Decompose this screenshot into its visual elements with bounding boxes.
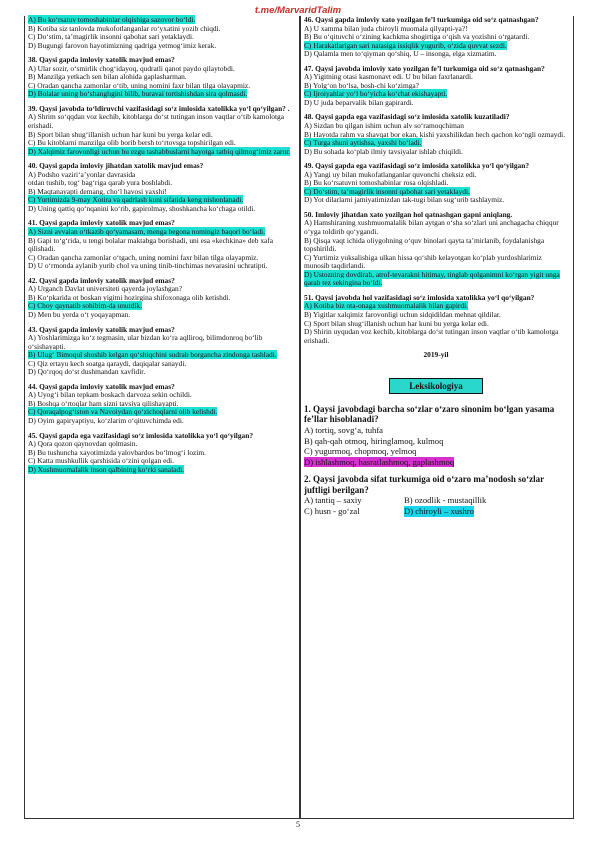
answer-option[interactable]: [304, 196, 568, 205]
answer-text: B) Qisqa vaqt ichida oliygohning o‘quv binolari qayta ta’mirlanib, foydalanishga topshirildi.: [304, 235, 545, 254]
highlighted-answer-text: C) Qoraqalpog‘iston va Navoiydan qo‘zichoqlarni olib kelishdi.: [28, 407, 218, 417]
answer-text: C) Oradan qancha zamonlar o‘tib, uning nomini faxr bilan tilga olayapmiz.: [28, 80, 251, 90]
answer-option[interactable]: [28, 466, 296, 475]
lex-question-2: [304, 474, 568, 517]
answer-text: D) Qalamla men to‘qiyman qo‘shiq, U – insonga, elga xizmatim.: [304, 49, 497, 59]
question-title: 41. Qaysi gapda imloviy xatolik mavjud emas?: [28, 218, 175, 228]
answer-text: A) Ular sozir, o‘smirlik chog‘idayoq, qudratli qanot paydo qilaytobdi.: [28, 63, 235, 73]
question-title: 44. Qaysi gapda imloviy xatolik mavjud emas?: [28, 381, 175, 391]
question-block: [304, 211, 568, 288]
answer-text: A) Shrim so‘qqdan voz kechib, kitoblarga do‘st tutingan inson vaqtlar o‘tib kamolotga erishadi.: [28, 112, 285, 131]
answer-option[interactable]: [28, 417, 296, 426]
option-a[interactable]: A) tantiq – saxiy: [304, 495, 362, 506]
right-questions: [304, 16, 568, 345]
highlighted-answer-text: C) Yurtimizda 9-may Xotira va qadrlash kuni sifatida keng nishonlanadi.: [28, 195, 244, 205]
answer-text: A) Sizdan bu qilgan ishim uchun alv so‘ramoqchiman: [304, 121, 464, 131]
answer-text: B) Hayotda rahm va shavqat bor ekan, kishi yaxshilikdan hech qachon ko‘ngli ozmaydi.: [304, 129, 566, 139]
question-title: 51. Qaysi javobda hol vazifasidagi so‘z imlosida xatolikka yo‘l qo‘yilgan?: [304, 292, 535, 302]
answer-text: D) Oyim gapiryaptiyu, ko‘zlarim o‘qituvchimda edi.: [28, 415, 184, 425]
question-block: [304, 65, 568, 108]
answer-text: C) Katta mushkullik qarshisida o‘zini qolgan edi.: [28, 456, 174, 466]
question-block: [28, 56, 296, 99]
answer-text: A) U xamma bilan juda chiroyli muomala qilyapti-ya?!: [304, 23, 468, 33]
highlighted-answer-text: C) Choy qaynatib sohibim-da unutdik.: [28, 301, 142, 311]
highlighted-answer-text: C) Do‘stim, ta’magirlik insonni qabohat sari yetaklaydi.: [304, 186, 470, 196]
answer-text: C) Yurtimiz yuksalishiga ulkan hissa qo‘shib kelayotgan ko‘plab yurdoshlarimiz munosib taqdirlandi.: [304, 252, 542, 271]
answer-text: A) Yangi uy bilan mukofatlanganlar quvonchi cheksiz edi.: [304, 169, 477, 179]
answer-text: A) Uyog‘i bilan tepkam boskach darvoza sekin ochildi.: [28, 390, 192, 400]
highlighted-answer-text: C) Harakatlarigan sari natasiga issiqlik yugurib, o‘zida quvvat sezdi.: [304, 40, 507, 50]
answer-text: B) Maqtanayapti demang, cho‘l havosi yaxshi!: [28, 186, 167, 196]
answer-text: B) Yolg‘on bo‘lsa, bosh-chi ko‘zimga?: [304, 80, 419, 90]
answer-option[interactable]: [28, 334, 296, 351]
answer-option[interactable]: [28, 113, 296, 130]
answer-text: C) yugurmoq, chopmoq, yelmoq: [304, 446, 417, 457]
question-block: [28, 219, 296, 270]
question-title: 49. Qaysi gapda ega vazifasidagi so‘z imlosida xatolikka yo‘l qo‘yilgan?: [304, 161, 530, 171]
answer-text: B) Yigitlar xalqimiz farovonligi uchun sidqidildan mehnat qildilar.: [304, 309, 501, 319]
question-block: [28, 162, 296, 213]
question-title: 48. Qaysi gapda ega vazifasidagi so‘z imlosida xatolik kuzatiladi?: [304, 112, 510, 122]
answer-text: A) tortiq, sovg‘a, tuhfa: [304, 424, 383, 435]
answer-option[interactable]: [28, 368, 296, 377]
answer-text: D) U o‘rmonda aylanib yurib chol va uning tinib-tinchimas nevarasini uchratipti.: [28, 261, 268, 271]
answer-option[interactable]: [304, 237, 568, 254]
highlighted-answer-text: C) Turga shuni aytishsa, yaxshi bo‘ladi.: [304, 138, 422, 148]
answer-text: B) Kotiba siz tanlovda mukofotlanganlar ro‘yxatini yozib chiqdi.: [28, 23, 221, 33]
question-block: [304, 294, 568, 345]
question-block: [304, 162, 568, 205]
question-title: 50. Imloviy jihatdan xato yozilgan hol qatnashgan gapni aniqlang.: [304, 209, 513, 219]
question-title: 47. Qaysi javobda imloviy xato yozilgan fe’l turkumiga oid so‘z qatnashgan?: [304, 63, 545, 73]
answer-text: A) Hamshiraning xushmuomalalik bilan aytgan o‘sha so‘zlari uni anchagacha chiqqur o‘yga toldirib qo‘ygandi.: [304, 218, 559, 237]
channel-header[interactable]: t.me/MarvaridTalim: [254, 5, 342, 16]
answer-option[interactable]: [304, 99, 568, 108]
answer-text: B) Bu tushuncha xayotimizda yalovbardos bo‘lmog‘i lozim.: [28, 447, 206, 457]
question-title: 38. Qaysi gapda imloviy xatolik mavjud emas?: [28, 55, 175, 65]
answer-text: C) Sport bilan shug‘illanish uchun har kuni bu yerga kelar edi.: [304, 318, 489, 328]
answer-text: A) Qora qozon qaynovdan qolmasin.: [28, 439, 138, 449]
option-row: [304, 495, 568, 506]
option-row: [304, 506, 568, 517]
answer-text: A) Yoshlarimizga ko‘z tegmasin, ular bizdan ko‘ra aqlliroq, bilimdonroq bo‘lib o‘sishayapti.: [28, 333, 263, 351]
answer-text: B) Gapi to‘g‘rida, u tengi bolalar maktabga borishadi, uni esa «kechkina» deb xafa qilishadi.: [28, 235, 274, 254]
question-title: 2. Qaysi javobda sifat turkumiga oid o‘zaro ma’nodosh so‘zlar juftligi berilgan?: [304, 474, 544, 495]
question-block: [304, 113, 568, 156]
highlighted-answer-text: A) Sizni avvalan o‘tkazib qo‘yamasam, menga begona nomingiz baqori bo‘ladi.: [28, 227, 266, 237]
section-title: Leksikologiya: [389, 378, 483, 394]
answer-text: B) Manzilga yetkach sen bilan alohida gaplasharman.: [28, 72, 187, 82]
highlighted-answer-text: D) ishlashmoq, hasratlashmoq, gaplashmoq: [304, 457, 455, 468]
question-title: 43. Qaysi gapda imloviy xatolik mavjud emas?: [28, 324, 175, 334]
highlighted-answer-text: D) Xalqimiz farovonligi uchun bu ezgu tashabbuslarni hayotga tatbiq qilmog‘imiz zarur.: [28, 146, 291, 156]
answer-option[interactable]: [28, 90, 296, 99]
question-title: 40. Qaysi gapda imloviy jihatdan xatolik mavjud emas?: [28, 161, 204, 171]
answer-text: C) Oradan qancha zamonlar o‘tgach, uning nomini faxr bilan tilga olayapmiz.: [28, 252, 259, 262]
option-c[interactable]: C) husn - go‘zal: [304, 506, 360, 517]
question-block: [28, 105, 296, 156]
highlighted-answer-text: A) Kotiba biz ota-onaga xushmuomalalik bilan gapirdi.: [304, 301, 468, 311]
answer-text: C) Bu kitoblarni manzilga olib borib bersh to‘rtovsga topshirilgan edi.: [28, 138, 236, 148]
highlighted-answer-text: D) Ustozning dovdirab, atrof-tevarakni hitimay, tinglab qolganimni ko‘rgan yigit unga qarab tez sekingina bo‘ldi.: [304, 269, 560, 288]
answer-text: B) Sport bilan shug‘illanish uchun har kuni bu yerga kelar edi.: [28, 129, 213, 139]
answer-text: B) Ko‘pkarida ot boskan yigitni hozirgina shifoxonaga olib ketishdi.: [28, 292, 231, 302]
option-b[interactable]: B) ozodlik - mustaqillik: [404, 495, 487, 506]
question-block: [304, 16, 568, 59]
answer-text: D) U juda beparvalik bilan gapirardi.: [304, 97, 414, 107]
answer-text: A) Yigitning otasi kasmonavt edi. U bu bilan faxrlanardi.: [304, 72, 473, 82]
question-block: [28, 383, 296, 426]
answer-text: C) Qiz ertayu kech soatga qaraydi, daqiqalar sanaydi.: [28, 358, 187, 368]
answer-option[interactable]: [304, 254, 568, 271]
answer-option[interactable]: [28, 205, 296, 214]
answer-option[interactable]: [304, 425, 568, 436]
option-list: [304, 425, 568, 468]
question-title: 39. Qaysi javobda to‘ldiruvchi vazifasidagi so‘z imlosida xatolikka yo‘l qo‘yilgan? .: [28, 103, 290, 113]
answer-text: C) Do‘stim, ta’magirlik insonni qabohat sari yetaklaydi.: [28, 32, 194, 42]
answer-text: B) qah-qah otmoq, hiringlamoq, kulmoq: [304, 435, 444, 446]
answer-option[interactable]: [304, 436, 568, 447]
highlighted-answer-text: A) Bu ko‘rsatuv tomoshabinlar olqishiga sazovor bo‘ldi.: [28, 15, 196, 24]
answer-option[interactable]: [304, 328, 568, 345]
answer-text: D) Uning qattiq qo‘nqanini ko‘rib, gapirolmay, shoshkancha ko‘chaga otildi.: [28, 203, 256, 213]
highlighted-answer-text: B) Ulug‘ Bimoqul shoshib kelgan qo‘shiqchini sudrab borgancha zindonga tashladi.: [28, 350, 277, 360]
question-title: 42. Qaysi gapda imloviy xatolik mavjud emas?: [28, 275, 175, 285]
answer-option[interactable]: [28, 237, 296, 254]
highlighted-answer-text: C) Ijroiyahlar yo‘l bo‘yicha ko‘chat ekishayapti.: [304, 89, 448, 99]
right-column: [304, 16, 568, 523]
answer-option[interactable]: [28, 262, 296, 271]
lex-question-1: [304, 404, 568, 468]
question-title: 46. Qaysi gapda imloviy xato yozilgan fe’l turkumiga oid so‘z qatnashgan?: [304, 15, 539, 24]
page-number: 5: [296, 820, 300, 829]
answer-option[interactable]: [304, 457, 568, 468]
answer-text: B) Boshqa o‘rtoqlar ham sizni tavsiya qilishayapti.: [28, 398, 179, 408]
question-title: 45. Qaysi gapda ega vazifasidagi so‘z imlosida xatolikka yo‘l qo‘yilgan?: [28, 430, 254, 440]
answer-text: B) Bu o‘qituvchi o‘zining kachkma shogirtiga o‘qish va yozishni o‘rgatardi.: [304, 32, 530, 42]
answer-text: otdan tushib, tog‘ bag‘riga qarab yura boshlabdi.: [28, 178, 173, 188]
answer-text: D) Shirin uyqudan voz kechib, kitoblarga do‘st tutingan inson vaqtlar o‘tib kamolotga erishadi.: [304, 327, 559, 345]
answer-option[interactable]: [304, 271, 568, 288]
answer-text: D) Qo‘rqoq do‘st dushmandan xavfidir.: [28, 367, 146, 377]
left-column: [28, 16, 296, 480]
answer-text: B) Bu ko‘rsatuvni tomoshabinlar rosa olqishladi.: [304, 178, 449, 188]
answer-text: D) Bu sohada ko‘plab ilmiy tavsiyalar ishlab chiqildi.: [304, 146, 463, 156]
question-title: 1. Qaysi javobdagi barcha so‘zlar o‘zaro sinonim bo‘lgan yasama fe’llar hisoblanadi?: [304, 403, 555, 425]
answer-option[interactable]: [28, 42, 296, 51]
answer-text: A) Podsho vaziri‘a’yonlar davrasida: [28, 169, 136, 179]
highlighted-answer-text: D) Xushmuomalalik inson qalbining ko‘rki sanaladi.: [28, 464, 185, 474]
highlighted-answer-text: D) Bolalar uning bo‘shanglıgini bilib, buravai tortishishdan sira qolmasdi.: [28, 89, 248, 99]
question-block: [28, 277, 296, 320]
answer-option[interactable]: [304, 446, 568, 457]
answer-option[interactable]: [28, 148, 296, 157]
answer-text: A) Urganch Davlat universiteti qayerda joylashgan?: [28, 284, 182, 294]
question-block: [28, 326, 296, 377]
answer-text: D) Bugungi farovon hayotimizning qadriga yetmog‘imiz kerak.: [28, 40, 217, 50]
year-label: 2019-yil: [423, 350, 449, 360]
answer-option[interactable]: [304, 50, 568, 59]
answer-text: D) Yot dilarlarni jamiyatimizdan tak-tugi bilan sug‘urib tashlaymiz.: [304, 195, 505, 205]
option-d[interactable]: D) chiroyli – xushro: [404, 506, 474, 517]
answer-option[interactable]: [304, 219, 568, 236]
answer-option[interactable]: [28, 311, 296, 320]
question-block: [28, 16, 296, 50]
answer-option[interactable]: [304, 148, 568, 157]
question-block: [28, 432, 296, 475]
answer-text: D) Men bu yerda o‘t yoqayapman.: [28, 309, 131, 319]
